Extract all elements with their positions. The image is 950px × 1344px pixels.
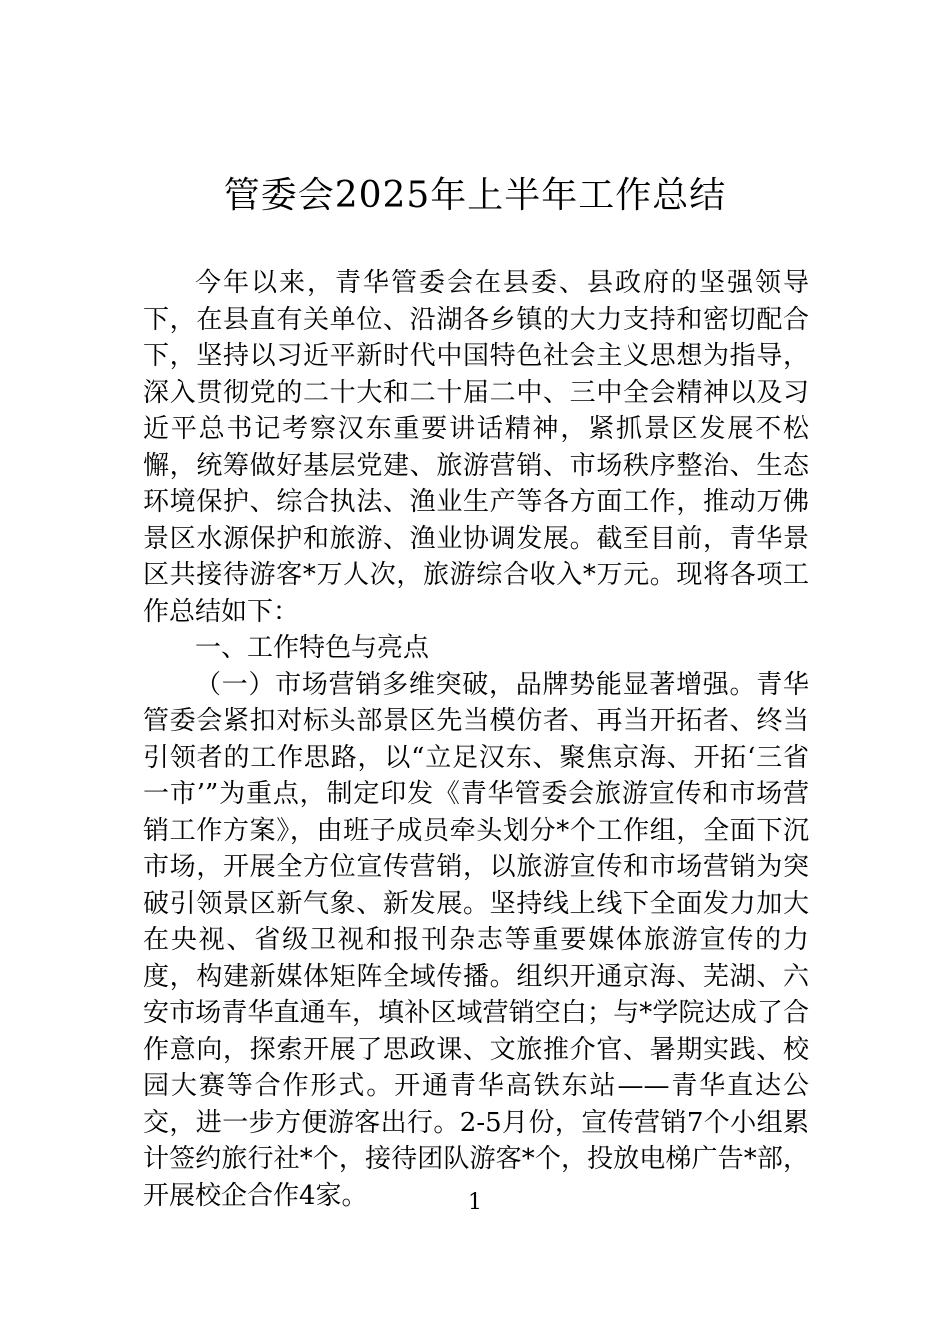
document-body bbox=[143, 265, 809, 1214]
document-title: 管委会2025年上半年工作总结 bbox=[223, 175, 727, 216]
section-heading: 一、工作特色与亮点 bbox=[195, 633, 430, 663]
page-number: 1 bbox=[468, 1190, 482, 1215]
intro-paragraph: 今年以来，青华管委会在县委、县政府的坚强领导下，在县直有关单位、沿湖各乡镇的大力支持和密切配合下，坚持以习近平新时代中国特色社会主义思想为指导，深入贯彻党的二十大和二十届二中、三中全会精神以及习近平总书记考察汉东重要讲话精神，紧抓景区发展不松懈，统筹做好基层党建、旅游营销、市场秩序整治、生态环境保护、综合执法、渔业生产等各方面工作，推动万佛景区水源保护和旅游、渔业协调发展。截至目前，青华景区共接待游客*万人次，旅游综合收入*万元。现将各项工作总结如下： bbox=[143, 268, 809, 627]
subsection-paragraph: （一）市场营销多维突破，品牌势能显著增强。青华管委会紧扣对标头部景区先当模仿者、再当开拓者、终当引领者的工作思路，以“立足汉东、聚焦京海、开拓‘三省一市’”为重点，制定印发《青华管委会旅游宣传和市场营销工作方案》，由班子成员牵头划分*个工作组，全面下沉市场，开展全方位宣传营销，以旅游宣传和市场营销为突破引领景区新气象、新发展。坚持线上线下全面发力加大在央视、省级卫视和报刊杂志等重要媒体旅游宣传的力度，构建新媒体矩阵全域传播。组织开通京海、芜湖、六安市场青华直通车，填补区域营销空白；与*学院达成了合作意向，探索开展了思政课、文旅推介官、暑期实践、校园大赛等合作形式。开通青华高铁东站——青华直达公交，进一步方便游客出行。2-5月份，宣传营销7个小组累计签约旅行社*个，接待团队游客*个，投放电梯广告*部，开展校企合作4家。 bbox=[143, 669, 809, 1211]
